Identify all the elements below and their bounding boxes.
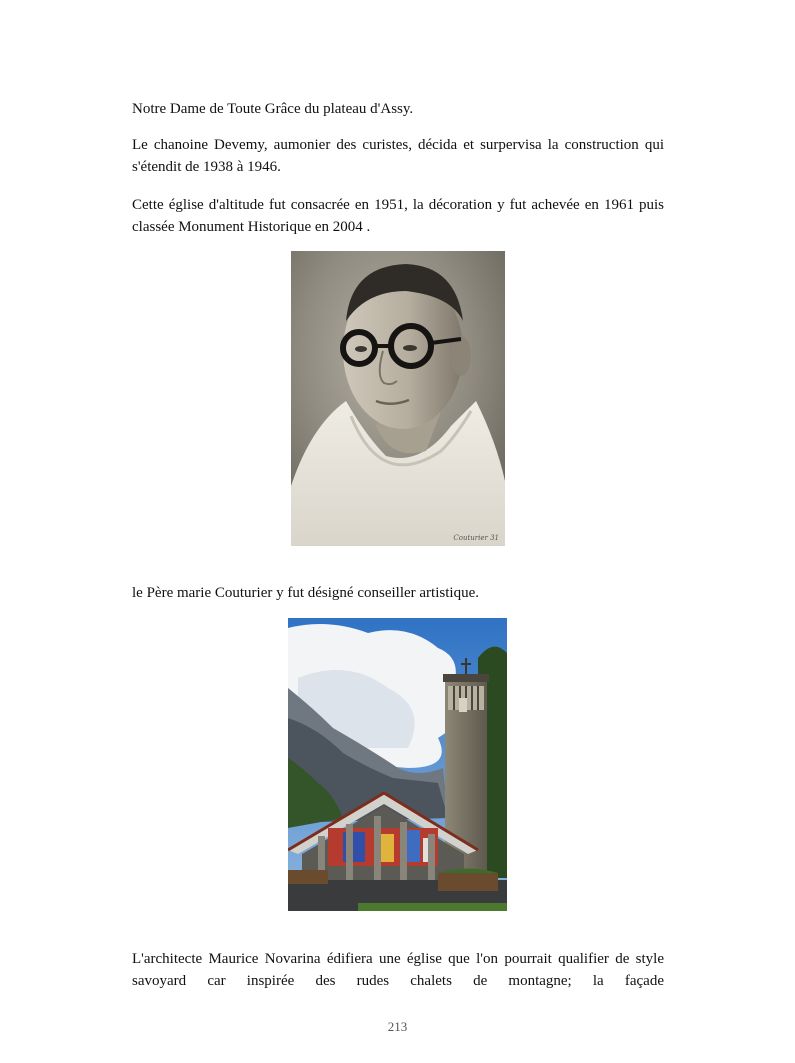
paragraph-novarina: L'architecte Maurice Novarina édifiera une église que l'on pourrait qualifier de style savoyard car inspirée des rudes chalets de montagne; la façade bbox=[132, 951, 664, 989]
portrait-drawing bbox=[291, 251, 505, 546]
portrait-signature: Couturier 31 bbox=[453, 534, 499, 542]
paragraph-couturier: le Père marie Couturier y fut désigné conseiller artistique. bbox=[132, 585, 479, 601]
church-drawing bbox=[288, 618, 507, 911]
portrait-photo bbox=[291, 251, 505, 546]
paragraph-consecration: Cette église d'altitude fut consacrée en 1951, la décoration y fut achevée en 1961 puis classée Monument Historique en 2004 . bbox=[132, 197, 664, 235]
page-number: 213 bbox=[387, 1019, 408, 1034]
church-photo bbox=[288, 618, 507, 911]
paragraph-title: Notre Dame de Toute Grâce du plateau d'Assy. bbox=[132, 101, 414, 117]
paragraph-devemy: Le chanoine Devemy, aumonier des curistes, décida et surpervisa la construction qui s'étendit de 1938 à 1946. bbox=[132, 137, 664, 175]
